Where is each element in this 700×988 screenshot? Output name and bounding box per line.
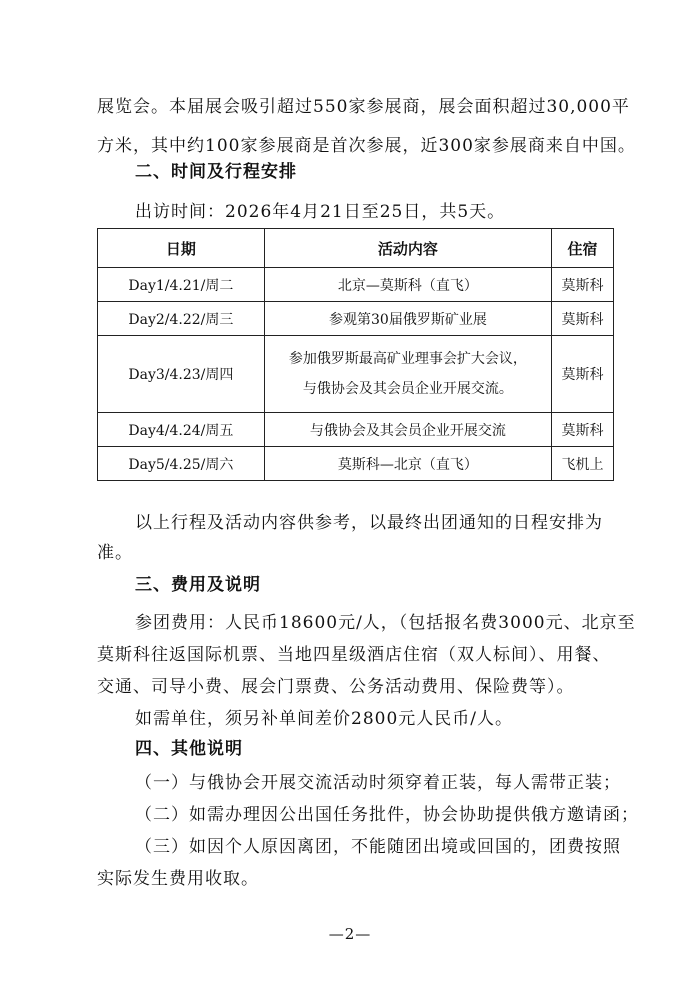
- table-row: [98, 268, 614, 302]
- itinerary-table: [97, 228, 614, 481]
- row-lodging: 莫斯科: [552, 268, 614, 302]
- header-date: 日期: [98, 229, 265, 268]
- row-lodging: 莫斯科: [552, 336, 614, 413]
- row-lodging: 莫斯科: [552, 413, 614, 447]
- row-date: Day1/4.21/周二: [98, 268, 265, 302]
- single-room-note: 如需单住，须另补单间差价2800元人民币/人。: [135, 709, 513, 729]
- header-lodging: 住宿: [552, 229, 614, 268]
- row-activity: 参观第30届俄罗斯矿业展: [264, 302, 551, 336]
- table-row: [98, 302, 614, 336]
- row-date: Day5/4.25/周六: [98, 447, 265, 481]
- row-date: Day2/4.22/周三: [98, 302, 265, 336]
- itinerary-note-line-2: 准。: [97, 543, 133, 563]
- itinerary-note-line-1: 以上行程及活动内容供参考，以最终出团通知的日程安排为: [135, 513, 603, 533]
- intro-line-2: 方米，其中约100家参展商是首次参展，近300家参展商来自中国。: [97, 136, 636, 156]
- section2-heading: 二、时间及行程安排: [135, 162, 297, 182]
- table-row: [98, 447, 614, 481]
- table-row: [98, 413, 614, 447]
- fee-line-1: 参团费用：人民币18600元/人，（包括报名费3000元、北京至: [135, 613, 636, 633]
- row-activity: 与俄协会及其会员企业开展交流: [264, 413, 551, 447]
- section3-heading: 三、费用及说明: [135, 575, 261, 595]
- page-number: —2—: [328, 925, 372, 943]
- other-item-3-line-1: （三）如因个人原因离团，不能随团出境或回国的，团费按照: [135, 837, 621, 857]
- table-row: [98, 336, 614, 413]
- row-lodging: 飞机上: [552, 447, 614, 481]
- row-date: Day3/4.23/周四: [98, 336, 265, 413]
- fee-line-2: 莫斯科往返国际机票、当地四星级酒店住宿（双人标间）、用餐、: [97, 645, 611, 665]
- row-activity-line: 参加俄罗斯最高矿业理事会扩大会议，: [288, 351, 527, 367]
- visit-time: 出访时间：2026年4月21日至25日，共5天。: [135, 202, 506, 222]
- table-header-row: [98, 229, 614, 268]
- fee-line-3: 交通、司导小费、展会门票费、公务活动费用、保险费等）。: [97, 677, 575, 697]
- other-item-1: （一）与俄协会开展交流活动时须穿着正装，每人需带正装；: [135, 773, 621, 793]
- row-activity: 莫斯科—北京（直飞）: [264, 447, 551, 481]
- header-activity: 活动内容: [264, 229, 551, 268]
- row-date: Day4/4.24/周五: [98, 413, 265, 447]
- intro-line-1: 展览会。本届展会吸引超过550家参展商，展会面积超过30,000平: [97, 97, 630, 117]
- row-lodging: 莫斯科: [552, 302, 614, 336]
- row-activity: 北京—莫斯科（直飞）: [264, 268, 551, 302]
- row-activity: [264, 336, 551, 413]
- row-activity-line: 与俄协会及其会员企业开展交流。: [302, 381, 513, 397]
- other-item-3-line-2: 实际发生费用收取。: [97, 869, 259, 889]
- other-item-2: （二）如需办理因公出国任务批件，协会协助提供俄方邀请函；: [135, 805, 639, 825]
- section4-heading: 四、其他说明: [135, 739, 243, 759]
